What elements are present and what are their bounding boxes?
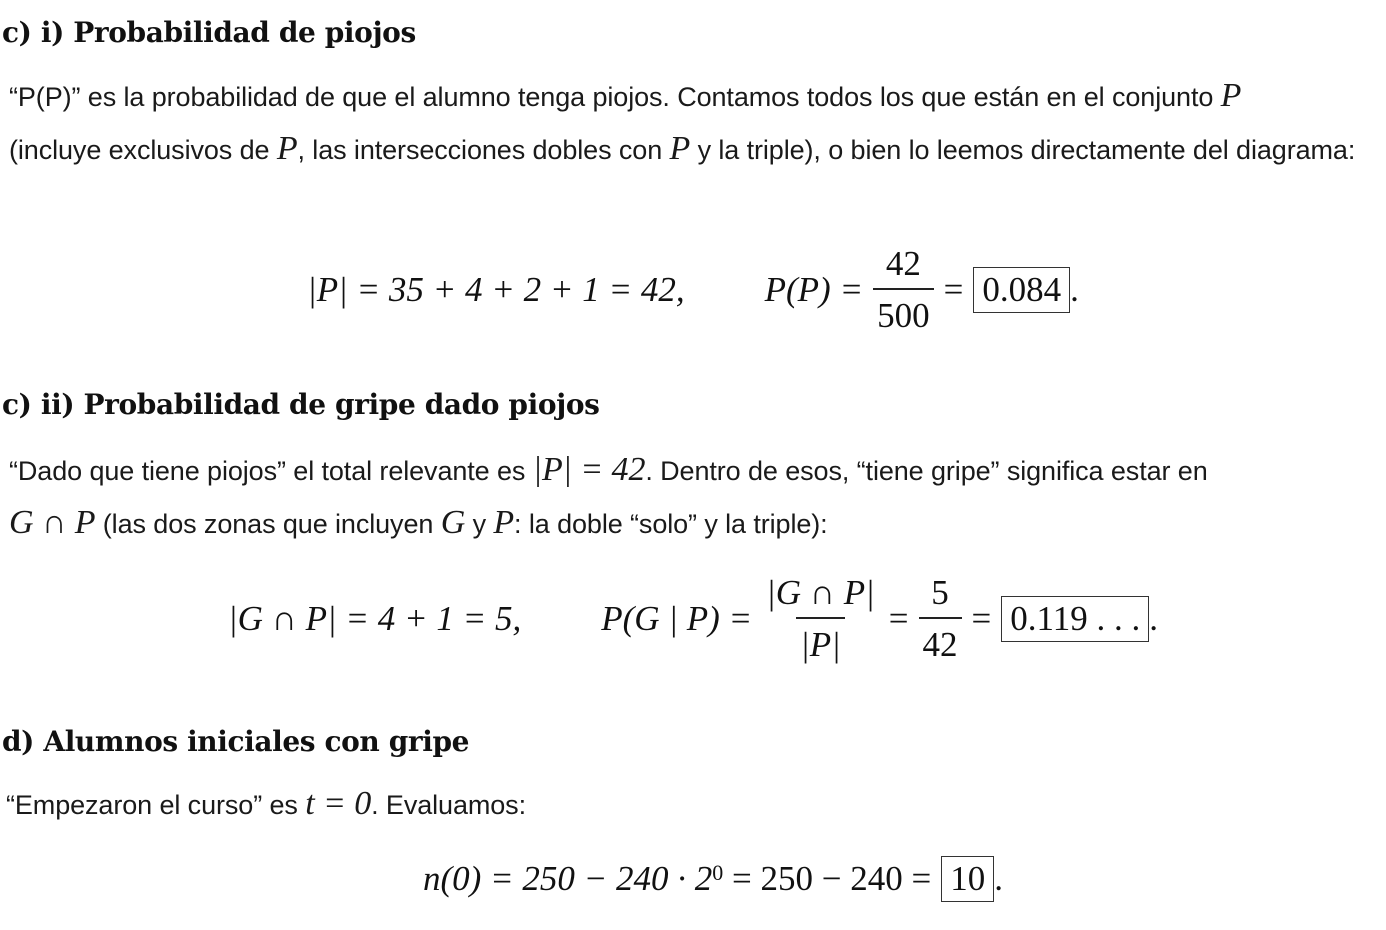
fraction-denominator: 42 [919,617,962,665]
equation-end: . [1149,599,1158,638]
paragraph-text: y la triple), o bien lo leemos directamente del diagrama: [690,135,1356,165]
equation-lhs: n(0) = 250 − 240 · 2 [422,859,713,898]
math-inline: P [276,130,298,167]
equation-middle: = 250 − 240 = [723,859,932,898]
math-inline: P [1220,77,1242,114]
math-inline: G ∩ P [9,504,96,541]
paragraph-text: “Dado que tiene piojos” el total relevante es [9,456,533,486]
equation-cii [0,573,1386,665]
paragraph-text: (las dos zonas que incluyen [95,509,441,539]
section-title-cii: c) ii) Probabilidad de gripe dado piojos [2,388,600,421]
equation-lhs: |P| = 35 + 4 + 2 + 1 = 42, [307,270,685,309]
fraction-denominator: |P| [796,617,845,665]
exponent: 0 [712,860,724,885]
result-box: 0.119 . . . [1001,596,1149,642]
paragraph-cii [9,444,1379,550]
equation-lhs: |G ∩ P| = 4 + 1 = 5, [227,599,522,638]
section-title-d: d) Alumnos iniciales con gripe [2,725,470,758]
paragraph-text: “P(P)” es la probabilidad de que el alumno tenga piojos. Contamos todos los que están en el conjunto [9,82,1221,112]
paragraph-d [6,778,1376,831]
equation-rhs-label: P(P) = [764,270,864,309]
paragraph-text: “Empezaron el curso” es [6,790,306,820]
fraction-numerator: |G ∩ P| [766,573,875,612]
equals-sign: = [888,599,909,638]
result-box: 0.084 [973,267,1070,313]
paragraph-text: , las intersecciones dobles con [297,135,670,165]
fraction [762,573,879,665]
paragraph-text: . Dentro de esos, “tiene gripe” significa estar en [645,456,1208,486]
paragraph-text: y [465,509,494,539]
fraction [873,244,934,336]
equals-sign: = [943,270,964,309]
result-box: 10 [941,856,994,902]
section-title-ci: c) i) Probabilidad de piojos [2,16,416,49]
fraction [919,573,962,665]
fraction-denominator: 500 [873,288,934,336]
paragraph-text: (incluye exclusivos de [9,135,277,165]
equation-d [0,856,1386,902]
equation-rhs-label: P(G | P) = [601,599,753,638]
math-inline: |P| = 42 [532,451,646,488]
equals-sign: = [971,599,992,638]
equation-ci [0,244,1386,336]
fraction-numerator: 42 [885,244,921,283]
equation-end: . [1070,270,1079,309]
fraction-numerator: 5 [931,573,949,612]
paragraph-text: . Evaluamos: [371,790,526,820]
math-inline: P [493,504,515,541]
math-inline: G [440,504,466,541]
paragraph-text: : la doble “solo” y la triple): [514,509,828,539]
math-inline: t = 0 [305,785,372,822]
equation-end: . [994,859,1003,898]
math-inline: P [669,130,691,167]
paragraph-ci [9,70,1379,176]
